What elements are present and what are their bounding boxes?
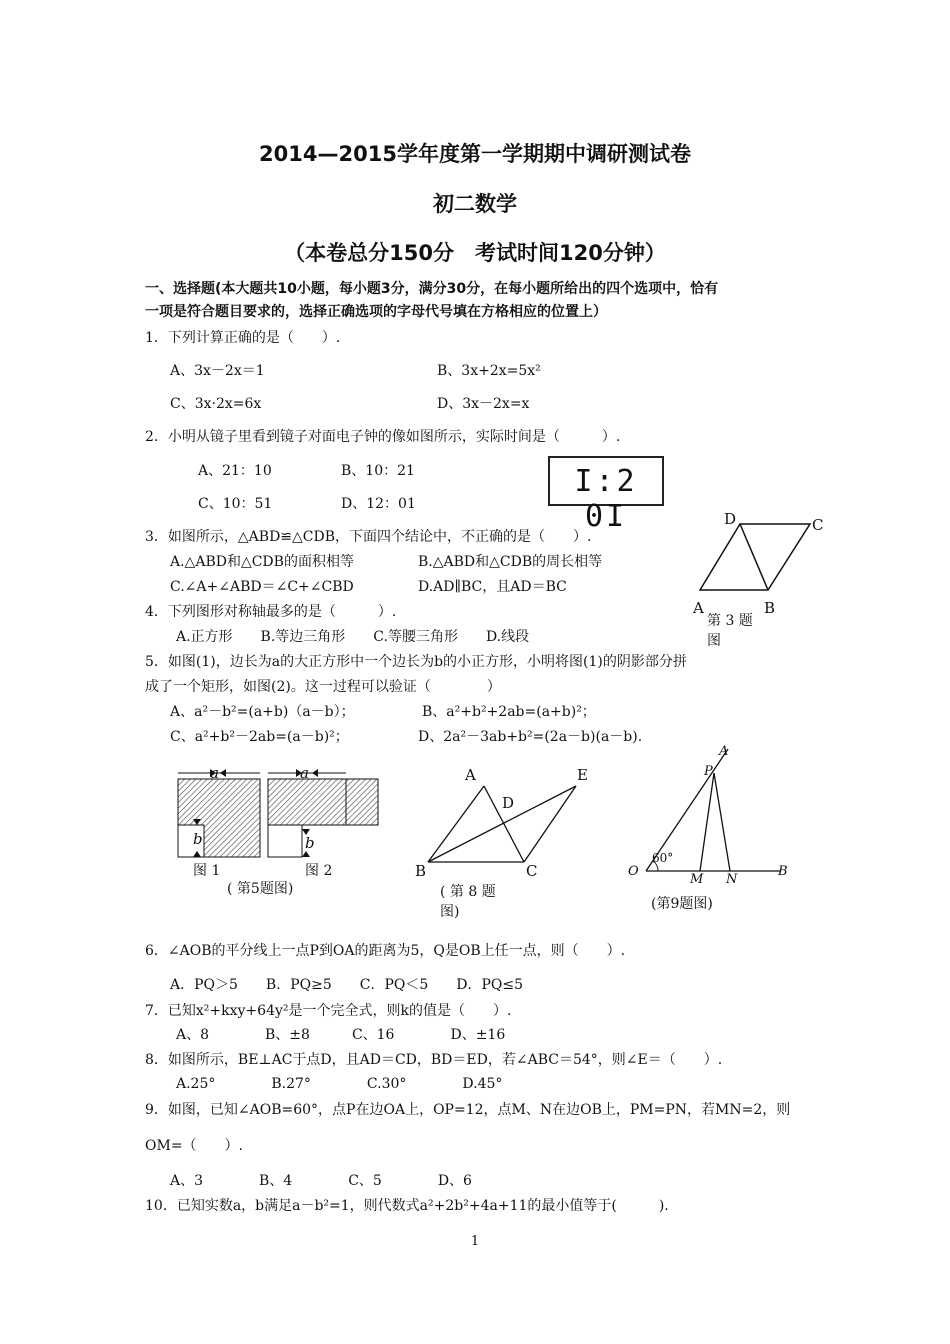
q1-stem: 1．下列计算正确的是（ ）. xyxy=(145,330,341,346)
q3-option-c: C.∠A+∠ABD＝∠C+∠CBD xyxy=(170,579,354,595)
q2-stem: 2．小明从镜子里看到镜子对面电子钟的像如图所示，实际时间是（ ）. xyxy=(145,429,621,445)
q3-label-d: D xyxy=(724,510,737,528)
q9-label-angle: 60° xyxy=(652,851,674,865)
q3-caption-1: 第 3 题 xyxy=(707,613,753,629)
q5-figure xyxy=(170,765,390,865)
q5-option-d: D、2a²－3ab+b²=(2a－b)(a－b). xyxy=(418,729,643,745)
q6-stem: 6．∠AOB的平分线上一点P到OA的距离为5，Q是OB上任一点，则（ ）. xyxy=(145,943,626,959)
q9-options: A、3 B、4 C、5 D、6 xyxy=(170,1173,472,1189)
q3-label-b: B xyxy=(764,599,776,617)
q5-option-a: A、a²－b²=(a+b)（a－b）； xyxy=(170,704,355,720)
exam-title: 2014—2015学年度第一学期期中调研测试卷 xyxy=(259,142,691,166)
q4-options: A.正方形 B.等边三角形 C.等腰三角形 D.线段 xyxy=(176,629,530,645)
page-number: 1 xyxy=(470,1234,480,1249)
q2-option-a: A、21：10 xyxy=(198,463,272,479)
diagonal-bd xyxy=(740,524,768,590)
q1-option-a: A、3x－2x＝1 xyxy=(170,363,265,379)
q7-options: A、8 B、±8 C、16 D、±16 xyxy=(176,1027,506,1043)
q3-caption-2: 图 xyxy=(707,633,721,649)
q5-line1: 5．如图(1)，边长为a的大正方形中一个边长为b的小正方形，小明将图(1)的阴影部分拼 xyxy=(145,654,687,670)
q8-label-e: E xyxy=(577,766,588,784)
q9-caption: (第9题图) xyxy=(651,896,713,912)
q5-caption-fig2: 图 2 xyxy=(305,863,333,879)
figure-1-big-square xyxy=(178,769,260,857)
q8-stem: 8．如图所示，BE⊥AC于点D，且AD＝CD，BD＝ED，若∠ABC＝54°，则∠E＝（ ）. xyxy=(145,1052,723,1068)
clock-digits: I:2 0I xyxy=(574,464,638,534)
q9-label-n: N xyxy=(726,872,738,887)
q3-option-a: A.△ABD和△CDB的面积相等 xyxy=(170,554,354,570)
section-heading-line1: 一、选择题(本大题共10小题，每小题3分，满分30分，在每小题所给出的四个选项中，恰有 xyxy=(145,281,719,297)
q9-label-b: B xyxy=(778,864,788,879)
q5-label-b1: b xyxy=(193,830,203,848)
exam-info: （本卷总分150分 考试时间120分钟） xyxy=(284,241,666,265)
q9-label-a: A xyxy=(719,744,729,759)
digital-clock-mirror xyxy=(548,456,664,534)
q2-option-b: B、10：21 xyxy=(341,463,415,479)
q2-option-c: C、10：51 xyxy=(198,496,273,512)
q3-stem: 3．如图所示，△ABD≌△CDB，下面四个结论中，不正确的是（ ）. xyxy=(145,529,592,545)
q8-label-d: D xyxy=(502,794,515,812)
q5-caption: ( 第5题图) xyxy=(227,881,294,897)
q8-caption-1: ( 第 8 题 xyxy=(440,884,496,900)
q8-label-c: C xyxy=(526,862,538,880)
q5-label-b2: b xyxy=(305,834,315,852)
q8-options: A.25° B.27° C.30° D.45° xyxy=(176,1076,503,1092)
parallelogram xyxy=(700,524,810,590)
section-heading-line2: 一项是符合题目要求的，选择正确选项的字母代号填在方格相应的位置上） xyxy=(145,304,607,320)
q5-caption-fig1: 图 1 xyxy=(193,863,221,879)
q9-label-p: P xyxy=(704,764,713,779)
q9-label-o: O xyxy=(628,864,639,879)
q5-label-a1: a xyxy=(210,764,219,782)
q1-option-b: B、3x+2x=5x² xyxy=(437,363,541,379)
q1-option-c: C、3x·2x=6x xyxy=(170,396,262,412)
q4-stem: 4．下列图形对称轴最多的是（ ）. xyxy=(145,604,397,620)
q9-label-m: M xyxy=(690,872,704,887)
q7-stem: 7．已知x²+kxy+64y²是一个完全式，则k的值是（ ）. xyxy=(145,1003,512,1019)
q8-label-b: B xyxy=(415,862,427,880)
q2-option-d: D、12：01 xyxy=(341,496,416,512)
subject-title: 初二数学 xyxy=(433,192,517,216)
q3-label-c: C xyxy=(812,516,824,534)
q5-option-b: B、a²+b²+2ab=(a+b)²； xyxy=(422,704,596,720)
q3-option-d: D.AD∥BC，且AD＝BC xyxy=(418,579,567,595)
q9-line1: 9．如图，已知∠AOB=60°，点P在边OA上，OP=12，点M、N在边OB上，PM=PN，若MN=2，则 xyxy=(145,1102,791,1118)
q3-option-b: B.△ABD和△CDB的周长相等 xyxy=(418,554,603,570)
q10-stem: 10．已知实数a，b满足a－b²=1，则代数式a²+2b²+4a+11的最小值等于( ). xyxy=(145,1198,669,1214)
q5-line2: 成了一个矩形，如图(2)。这一过程可以验证（ ） xyxy=(145,679,501,695)
q6-options: A．PQ＞5 B．PQ≥5 C．PQ＜5 D．PQ≤5 xyxy=(170,977,524,993)
q8-caption-2: 图) xyxy=(440,904,460,920)
q3-label-a: A xyxy=(693,599,704,617)
q8-label-a: A xyxy=(465,766,476,784)
q5-label-a2: a xyxy=(300,764,309,782)
q1-option-d: D、3x－2x=x xyxy=(437,396,530,412)
q5-option-c: C、a²+b²－2ab=(a－b)²； xyxy=(170,729,349,745)
figure-2-rectangle xyxy=(268,769,378,857)
q9-line2: OM=（ ）. xyxy=(145,1138,243,1154)
